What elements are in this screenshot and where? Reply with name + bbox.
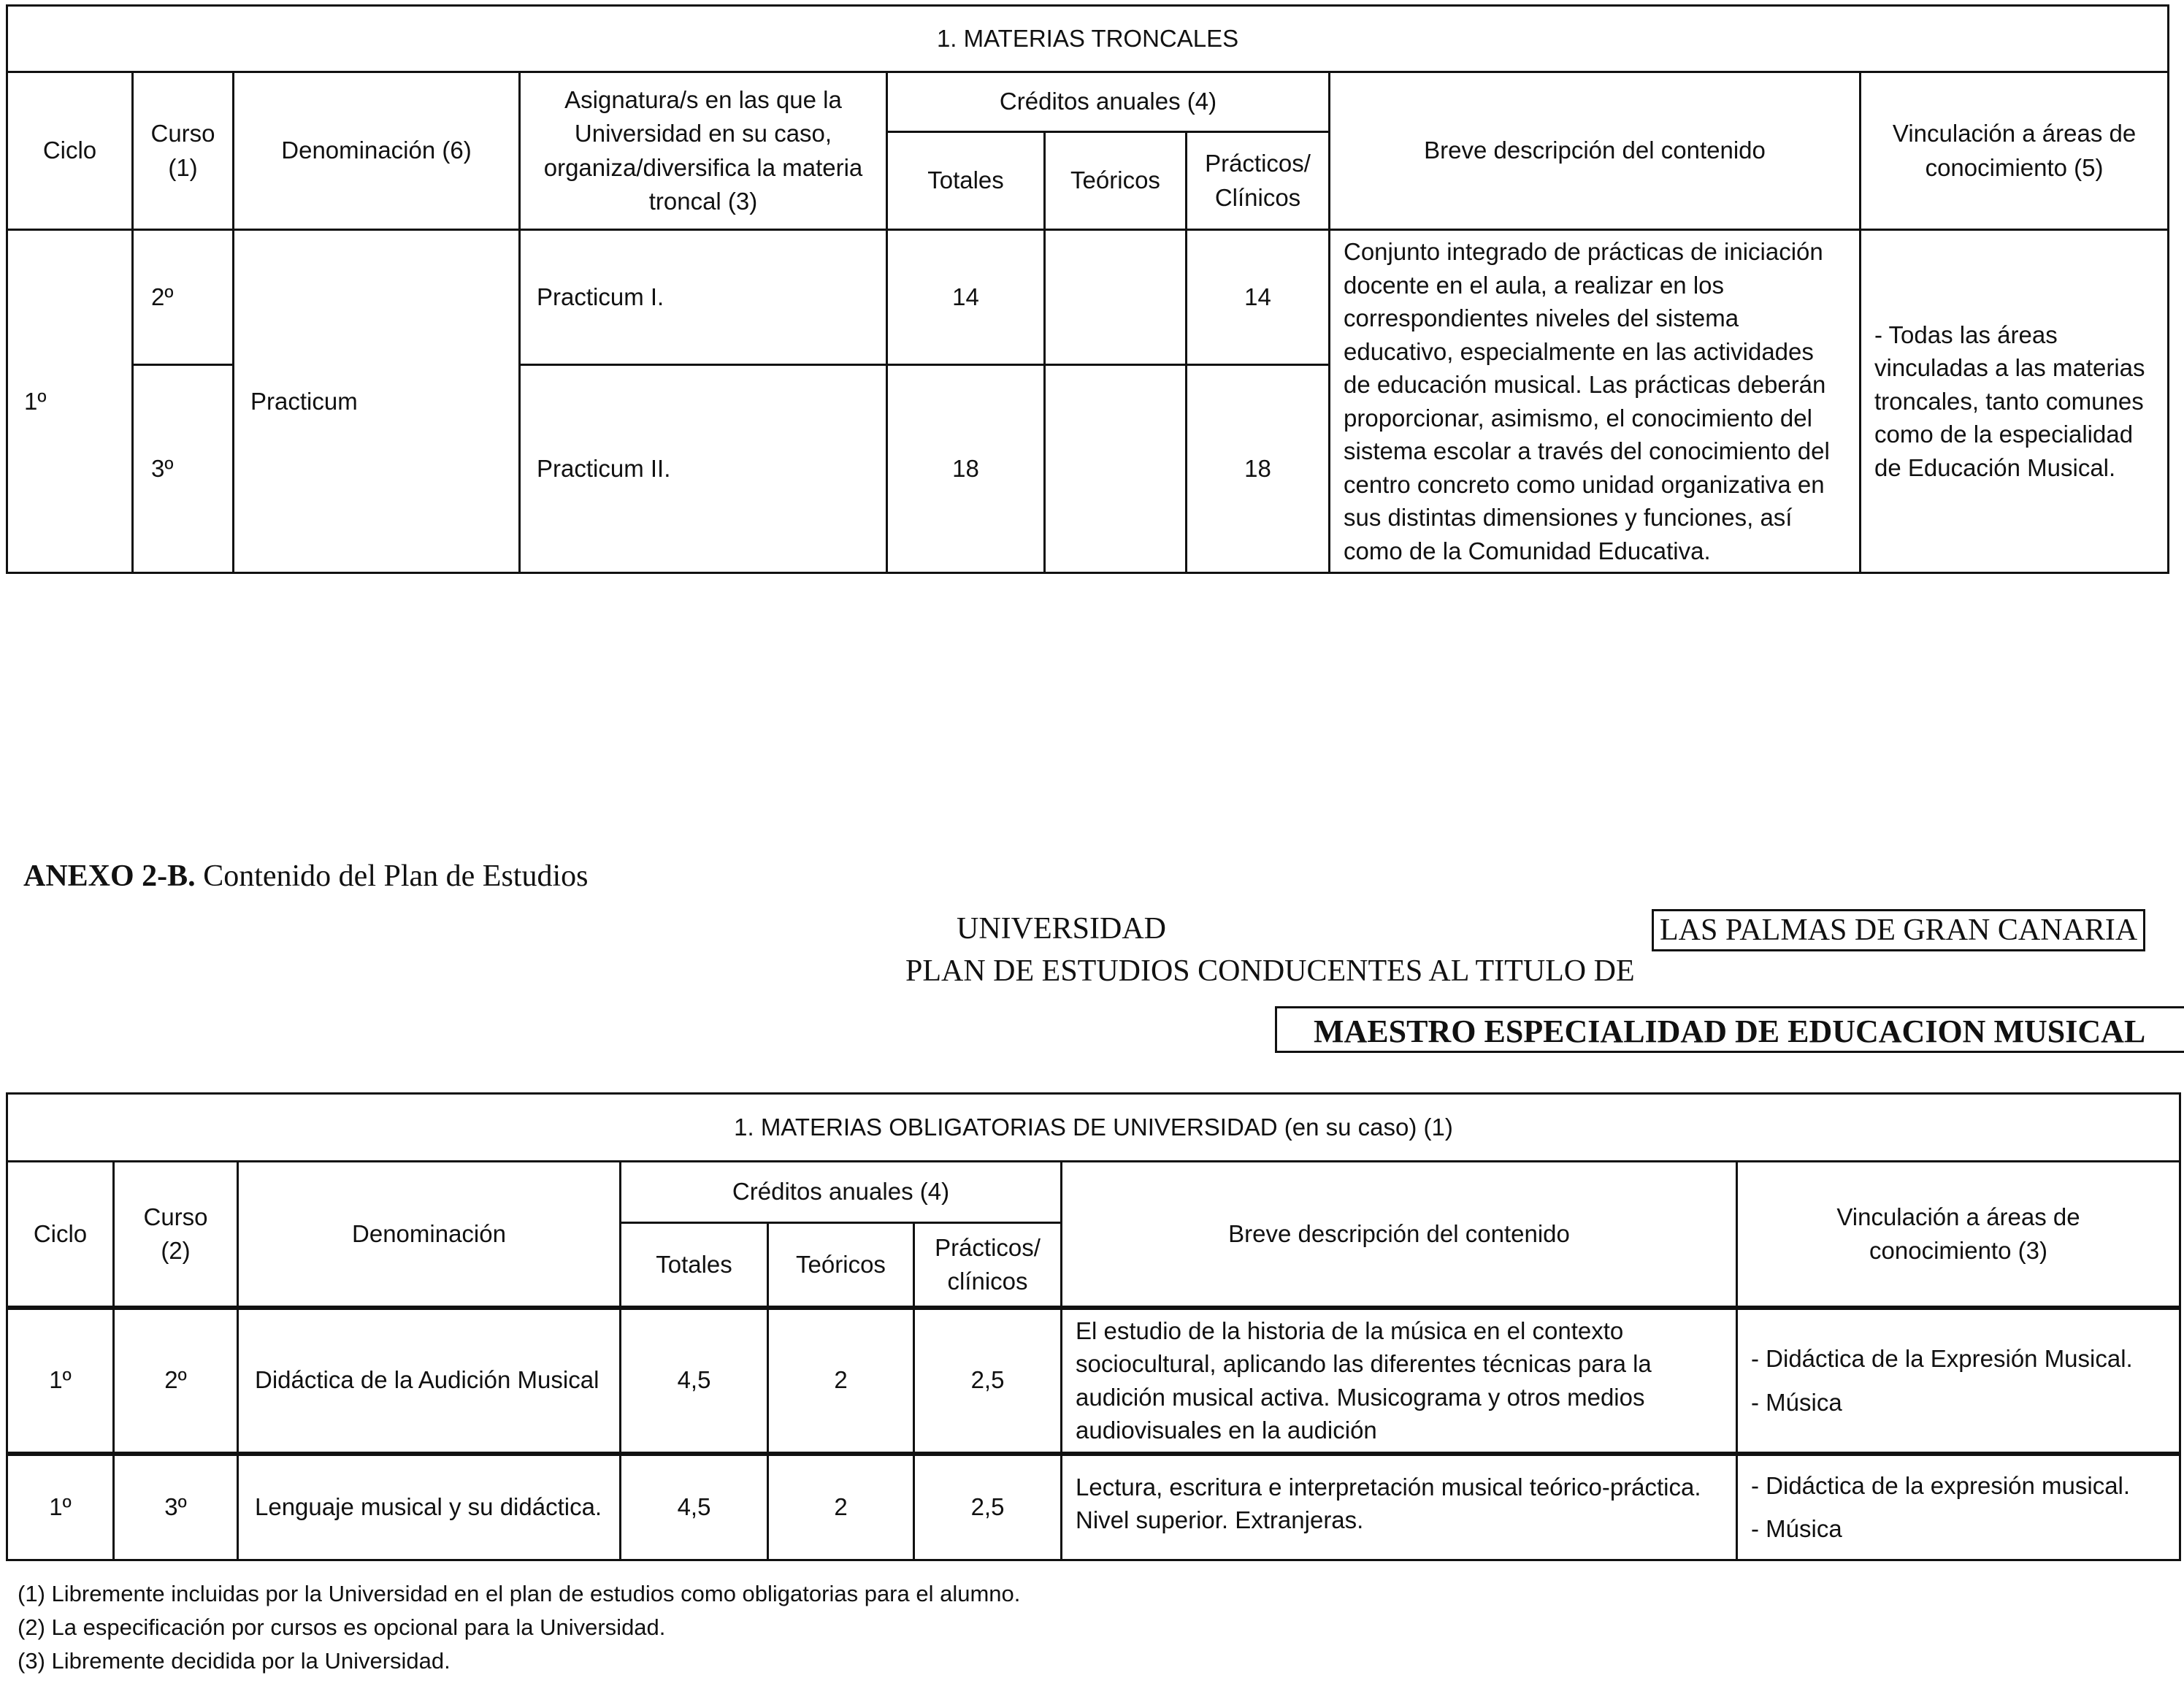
table-title: 1. MATERIAS TRONCALES [7, 6, 2169, 72]
teoricos-cell [1045, 230, 1187, 365]
header-creditos: Créditos anuales (4) [621, 1162, 1062, 1223]
materias-troncales-table [6, 4, 2169, 574]
header-practicos: Prácticos/ clínicos [914, 1223, 1062, 1308]
header-vinculacion: Vinculación a áreas de conocimiento (5) [1861, 72, 2169, 230]
teoricos-cell [1045, 365, 1187, 573]
vinculacion-item: - Música [1751, 1388, 1842, 1416]
descripcion-cell: Lectura, escritura e interpretación musical teórico-práctica. Nivel superior. Extranjeras. [1062, 1454, 1737, 1560]
curso-cell: 3º [133, 365, 234, 573]
annex-label: ANEXO 2-B. [23, 859, 196, 893]
teoricos-cell: 2 [768, 1308, 914, 1454]
header-denominacion: Denominación [238, 1162, 621, 1308]
materias-obligatorias-table [6, 1092, 2181, 1561]
universidad-value: LAS PALMAS DE GRAN CANARIA [1652, 909, 2145, 951]
header-ciclo: Ciclo [7, 1162, 114, 1308]
practicos-cell: 2,5 [914, 1454, 1062, 1560]
descripcion-cell: El estudio de la historia de la música en el contexto sociocultural, aplicando las diferentes técnicas para la audición musical activa. Musicograma y otros medios audiovisuales en la audición [1062, 1308, 1737, 1454]
header-teoricos: Teóricos [1045, 132, 1187, 230]
vinculacion-cell [1737, 1308, 2180, 1454]
universidad-label: UNIVERSIDAD [957, 912, 1166, 946]
curso-cell: 3º [114, 1454, 238, 1560]
header-teoricos: Teóricos [768, 1223, 914, 1308]
titulo-box: MAESTRO ESPECIALIDAD DE EDUCACION MUSICAL [1275, 1006, 2184, 1053]
practicos-cell: 18 [1187, 365, 1330, 573]
asignatura-cell: Practicum II. [520, 365, 887, 573]
totales-cell: 18 [887, 365, 1045, 573]
totales-cell: 14 [887, 230, 1045, 365]
header-vinculacion: Vinculación a áreas de conocimiento (3) [1737, 1162, 2180, 1308]
header-totales: Totales [621, 1223, 768, 1308]
footnote: (1) Libremente incluidas por la Universidad en el plan de estudios como obligatorias para el alumno. [18, 1581, 1021, 1606]
header-ciclo: Ciclo [7, 72, 133, 230]
vinculacion-item: - Música [1751, 1515, 1842, 1543]
header-totales: Totales [887, 132, 1045, 230]
header-denominacion: Denominación (6) [234, 72, 520, 230]
asignatura-cell: Practicum I. [520, 230, 887, 365]
ciclo-cell: 1º [7, 1454, 114, 1560]
header-descripcion: Breve descripción del contenido [1330, 72, 1861, 230]
header-creditos: Créditos anuales (4) [887, 72, 1330, 132]
curso-cell: 2º [133, 230, 234, 365]
practicos-cell: 2,5 [914, 1308, 1062, 1454]
denominacion-cell: Lenguaje musical y su didáctica. [238, 1454, 621, 1560]
ciclo-cell: 1º [7, 230, 133, 573]
denominacion-cell: Didáctica de la Audición Musical [238, 1308, 621, 1454]
footnote: (3) Libremente decidida por la Universidad. [18, 1648, 451, 1674]
totales-cell: 4,5 [621, 1308, 768, 1454]
vinculacion-cell: - Todas las áreas vinculadas a las materias troncales, tanto comunes como de la especialidad de Educación Musical. [1861, 230, 2169, 573]
header-practicos: Prácticos/ Clínicos [1187, 132, 1330, 230]
curso-cell: 2º [114, 1308, 238, 1454]
header-curso: Curso (2) [114, 1162, 238, 1308]
plan-label: PLAN DE ESTUDIOS CONDUCENTES AL TITULO DE [905, 954, 1635, 988]
header-asignatura: Asignatura/s en las que la Universidad en su caso, organiza/diversifica la materia troncal (3) [520, 72, 887, 230]
descripcion-cell: Conjunto integrado de prácticas de iniciación docente en el aula, a realizar en los correspondientes niveles del sistema educativo, especialmente en las actividades de educación musical. Las prácticas deberán proporcionar, asimismo, el conocimiento del sistema escolar a través del conocimiento del centro concreto como unidad organizativa en sus distintas dimensiones y funciones, así como de la Comunidad Educativa. [1330, 230, 1861, 573]
vinculacion-cell [1737, 1454, 2180, 1560]
ciclo-cell: 1º [7, 1308, 114, 1454]
footnote: (2) La especificación por cursos es opcional para la Universidad. [18, 1614, 666, 1640]
header-descripcion: Breve descripción del contenido [1062, 1162, 1737, 1308]
teoricos-cell: 2 [768, 1454, 914, 1560]
vinculacion-item: - Didáctica de la expresión musical. [1751, 1471, 2131, 1499]
table-title: 1. MATERIAS OBLIGATORIAS DE UNIVERSIDAD (en su caso) (1) [7, 1094, 2180, 1162]
denominacion-cell: Practicum [234, 230, 520, 573]
header-curso: Curso (1) [133, 72, 234, 230]
totales-cell: 4,5 [621, 1454, 768, 1560]
footnotes [18, 1577, 1020, 1678]
annex-text: Contenido del Plan de Estudios [195, 859, 589, 893]
vinculacion-item: - Didáctica de la Expresión Musical. [1751, 1345, 2133, 1373]
annex-heading [23, 859, 588, 894]
practicos-cell: 14 [1187, 230, 1330, 365]
